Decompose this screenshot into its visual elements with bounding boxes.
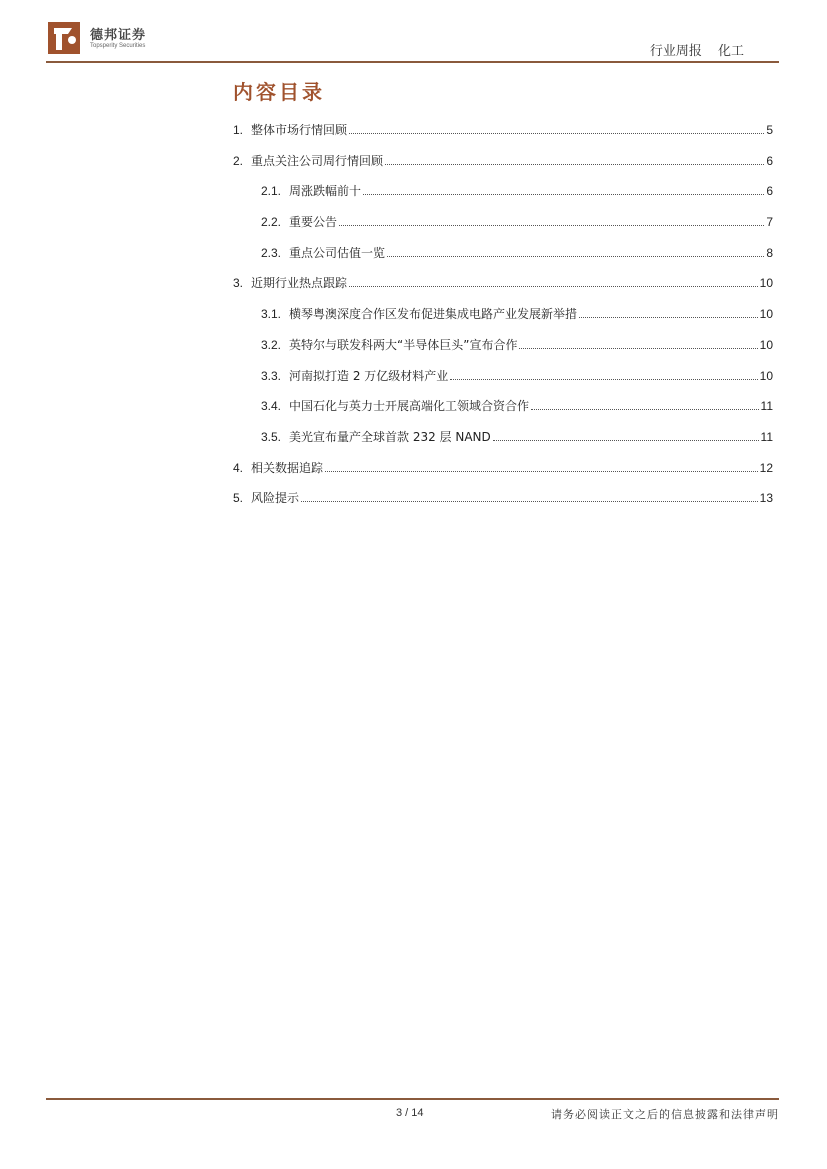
toc-entry-number: 2. [233,153,244,168]
toc-entry[interactable] [233,213,773,244]
toc-entry-number: 3.4. [261,399,282,414]
toc-entry-page: 10 [759,307,773,322]
toc-leader-dots [531,401,759,410]
brand-logo [46,18,146,58]
topsperity-logo-icon [46,18,86,58]
toc-entry-page: 11 [760,429,773,444]
table-of-contents [233,121,773,520]
report-header [650,40,744,59]
toc-leader-dots [450,370,757,379]
toc-entry-number: 1. [233,123,244,137]
toc-leader-dots [339,217,764,226]
toc-entry-number: 2.1. [261,184,282,199]
toc-entry-number: 3.1. [261,307,282,322]
toc-leader-dots [519,339,757,348]
toc-entry[interactable] [233,244,773,275]
brand-name-cn: 德邦证券 [90,26,147,42]
toc-entry-page: 12 [759,460,773,475]
toc-leader-dots [387,247,764,256]
toc-entry-page: 6 [766,184,773,199]
toc-entry-label: 横琴粤澳深度合作区发布促进集成电路产业发展新举措 [289,307,578,322]
toc-entry[interactable] [233,367,773,398]
toc-entry-number: 5. [233,491,244,506]
toc-entry-page: 7 [766,215,773,230]
toc-entry-label: 英特尔与联发科两大“半导体巨头”宣布合作 [289,337,518,352]
toc-entry-page: 8 [766,245,773,260]
toc-title: 内容目录 [233,80,325,104]
toc-entry-label: 重要公告 [289,215,338,230]
toc-entry-label: 周涨跌幅前十 [289,184,362,199]
report-type: 行业周报 [649,44,702,59]
toc-entry[interactable] [233,305,773,336]
toc-leader-dots [493,431,759,440]
toc-entry-number: 3.3. [261,368,282,383]
toc-entry-number: 2.3. [261,245,282,260]
toc-entry[interactable] [233,336,773,367]
toc-entry-page: 6 [766,153,773,168]
toc-entry-page: 11 [760,399,773,414]
toc-entry-label: 重点关注公司周行情回顾 [251,153,384,168]
toc-entry[interactable] [233,428,773,459]
toc-entry-label: 整体市场行情回顾 [251,123,348,137]
header-divider [46,61,779,63]
toc-leader-dots [349,125,764,134]
toc-entry-label: 重点公司估值一览 [289,245,386,260]
toc-entry-number: 3.2. [261,337,282,352]
toc-entry[interactable] [233,121,773,152]
toc-entry-number: 2.2. [261,215,282,230]
toc-leader-dots [325,462,758,471]
toc-entry[interactable] [233,274,773,305]
toc-leader-dots [579,309,758,318]
toc-entry-label: 美光宣布量产全球首款 232 层 NAND [289,429,491,444]
disclaimer-note: 请务必阅读正文之后的信息披露和法律声明 [551,1108,779,1121]
industry-label: 化工 [717,44,744,59]
toc-entry-number: 3.5. [261,429,282,444]
toc-entry[interactable] [233,152,773,183]
toc-entry-page: 13 [759,491,773,506]
toc-entry-page: 10 [759,337,773,352]
brand-name-en: Topsperity Securities [90,42,146,49]
toc-leader-dots [349,278,758,287]
toc-entry[interactable] [233,489,773,520]
toc-entry-number: 4. [233,460,244,475]
toc-entry-page: 5 [766,123,773,137]
toc-entry-number: 3. [233,276,244,291]
toc-entry-label: 中国石化与英力士开展高端化工领域合资合作 [289,399,530,414]
toc-leader-dots [363,186,764,195]
toc-leader-dots [301,493,758,502]
page-indicator: 3 / 14 [396,1107,424,1119]
toc-entry-page: 10 [759,368,773,383]
toc-leader-dots [385,155,764,164]
toc-entry-label: 风险提示 [251,491,300,506]
toc-entry[interactable] [233,459,773,490]
footer-divider [46,1098,779,1100]
toc-entry[interactable] [233,182,773,213]
toc-entry[interactable] [233,397,773,428]
toc-entry-label: 相关数据追踪 [251,460,324,475]
toc-entry-label: 河南拟打造 2 万亿级材料产业 [289,368,449,383]
toc-entry-label: 近期行业热点跟踪 [251,276,348,291]
toc-entry-page: 10 [759,276,773,291]
